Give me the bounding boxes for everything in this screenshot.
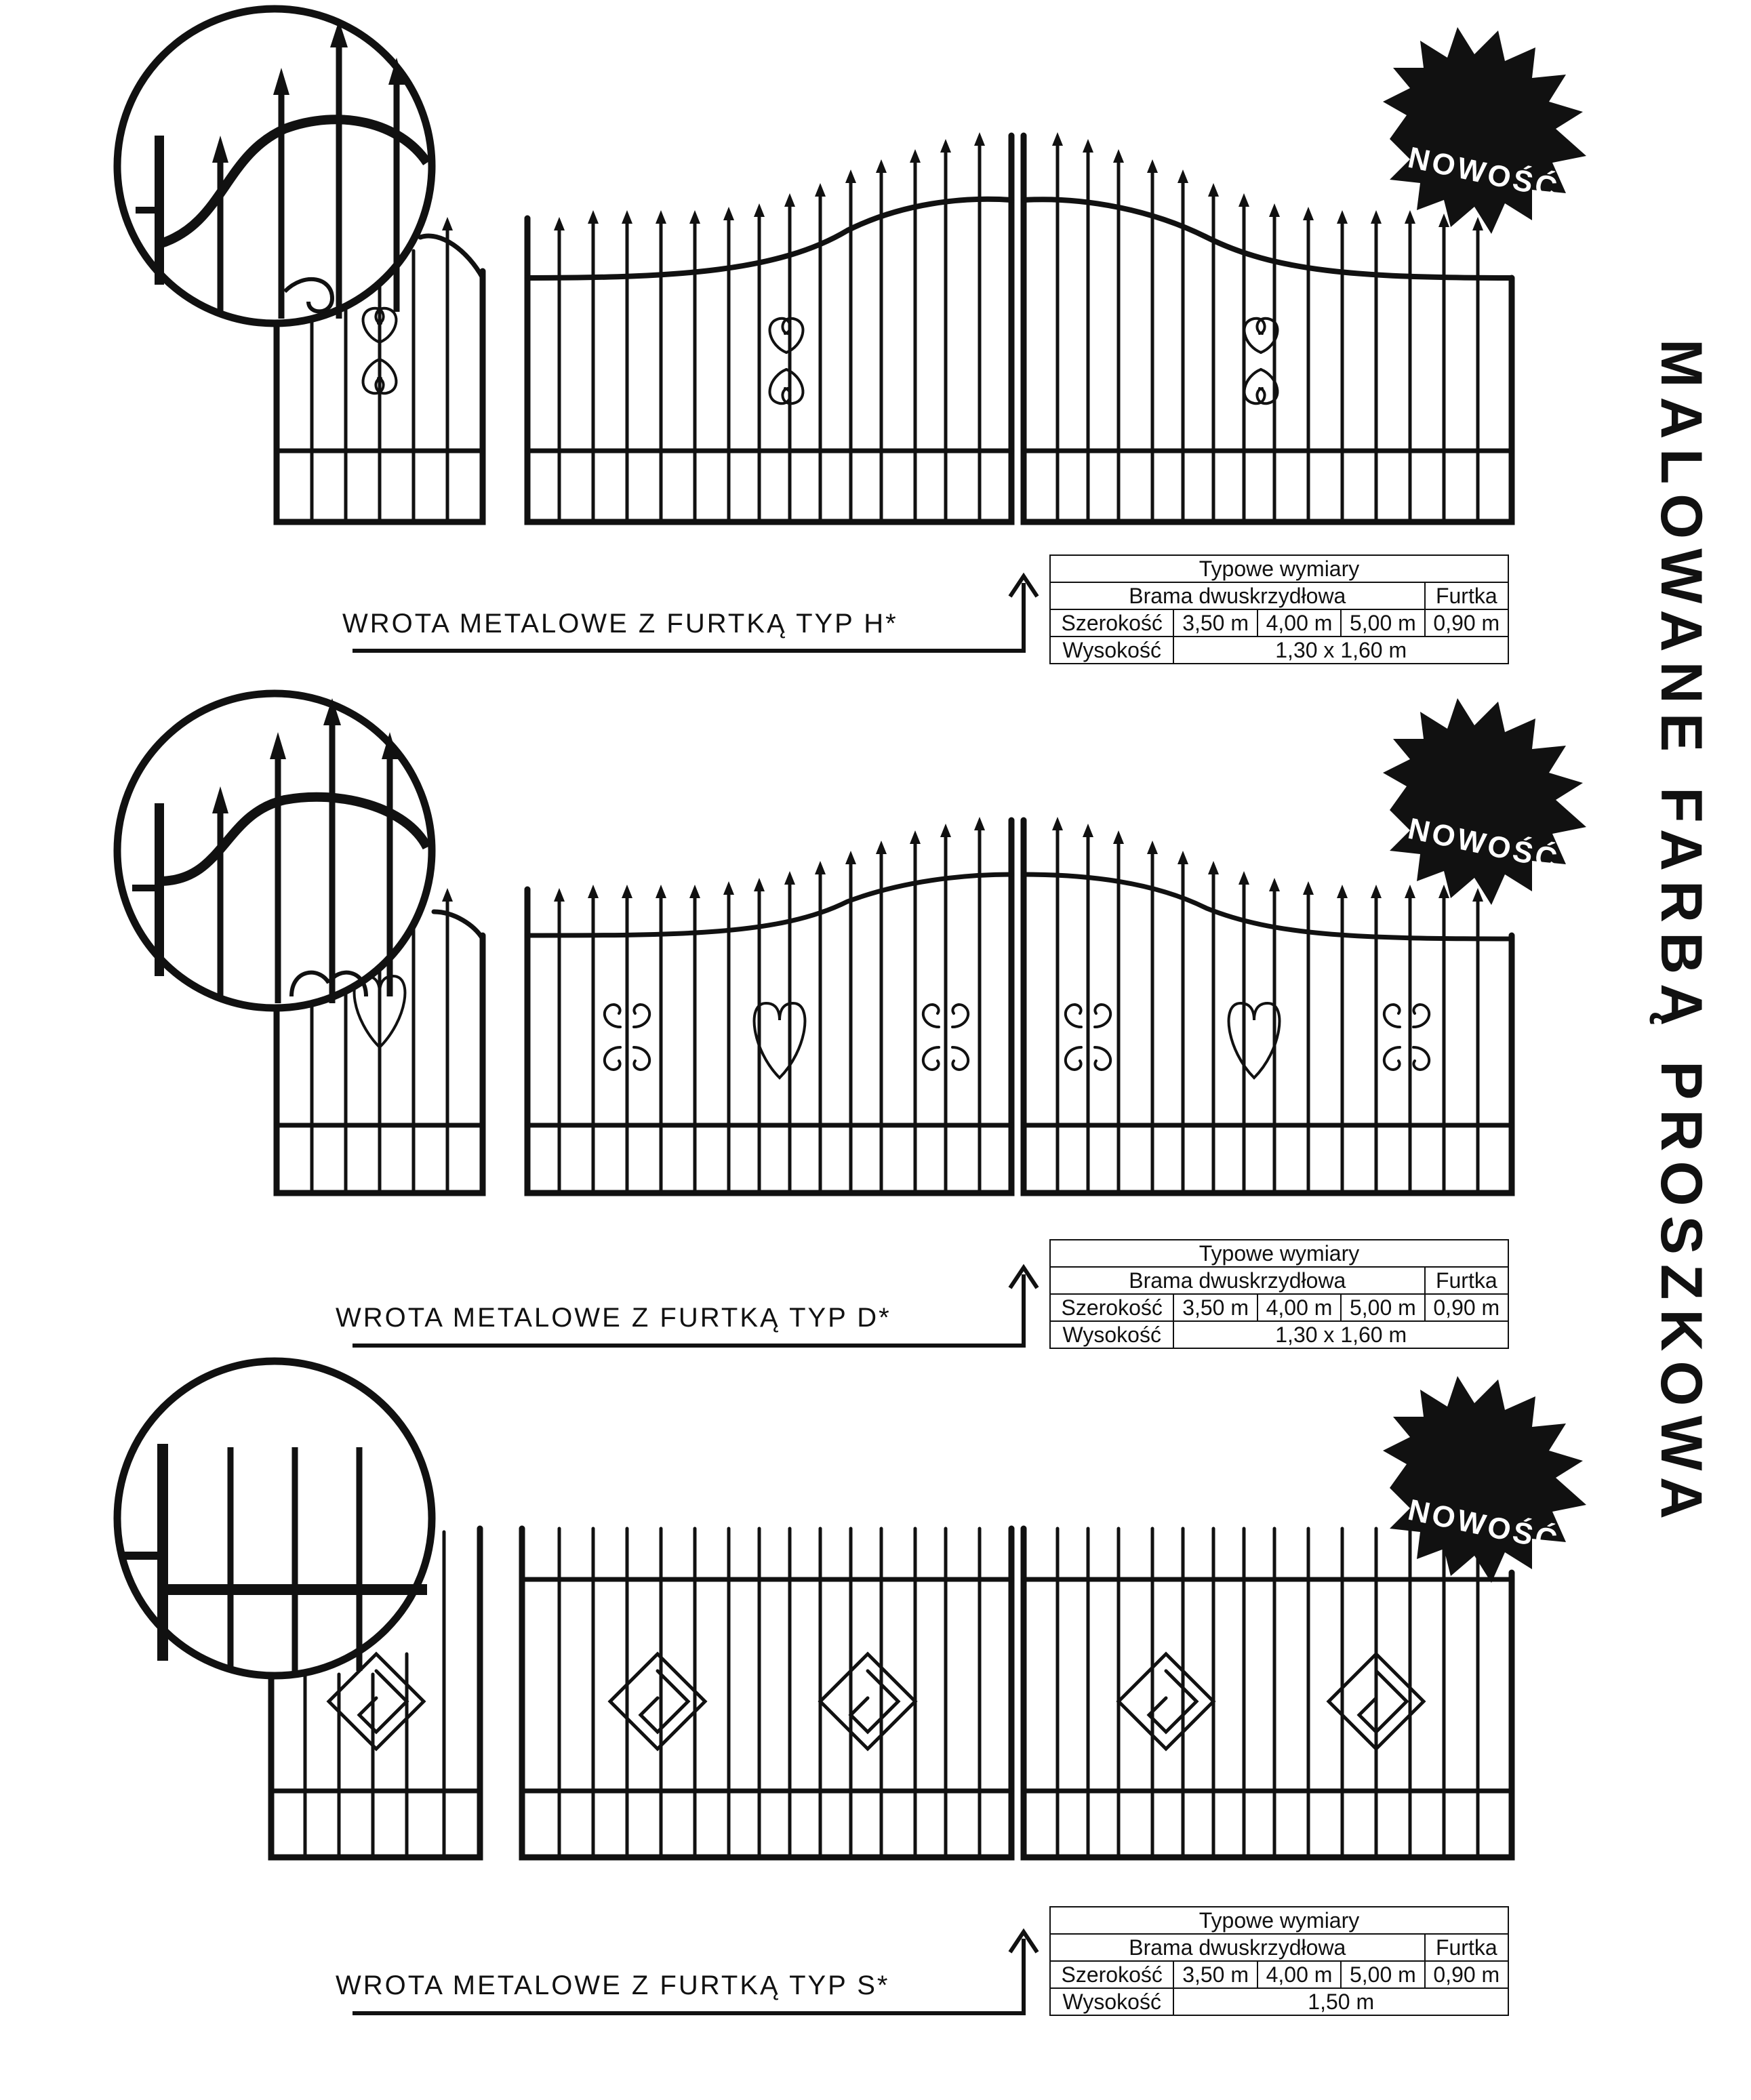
height-value: 1,50 m <box>1173 1988 1508 2015</box>
gate-header: Brama dwuskrzydłowa <box>1050 1267 1425 1294</box>
heart-ornament <box>355 976 1280 1078</box>
width-label: Szerokość <box>1050 1961 1173 1988</box>
svg-text:NOWOŚĆ: NOWOŚĆ <box>1405 1493 1563 1558</box>
dimensions-table <box>1049 1906 1509 2016</box>
diamond-ornament <box>329 1654 1424 1749</box>
detail-zoom-circle <box>117 693 432 1008</box>
product-caption: WROTA METALOWE Z FURTKĄ TYP H* <box>342 609 898 639</box>
height-label: Wysokość <box>1050 637 1173 664</box>
svg-text:NOWOŚĆ: NOWOŚĆ <box>1405 140 1563 205</box>
table-title: Typowe wymiary <box>1050 1907 1508 1934</box>
nowosc-badge <box>1383 27 1586 234</box>
width-value: 4,00 m <box>1257 1294 1341 1321</box>
product-caption: WROTA METALOWE Z FURTKĄ TYP D* <box>336 1303 891 1333</box>
gate-header: Brama dwuskrzydłowa <box>1050 1934 1425 1961</box>
width-value: 3,50 m <box>1173 1961 1257 1988</box>
width-value: 5,00 m <box>1341 1294 1424 1321</box>
height-value: 1,30 x 1,60 m <box>1173 637 1508 664</box>
product-caption: WROTA METALOWE Z FURTKĄ TYP S* <box>336 1971 890 2000</box>
width-value: 3,50 m <box>1173 1294 1257 1321</box>
gate-header: Brama dwuskrzydłowa <box>1050 582 1425 609</box>
width-value: 3,50 m <box>1173 609 1257 637</box>
wicket-width: 0,90 m <box>1425 609 1508 637</box>
width-value: 5,00 m <box>1341 1961 1424 1988</box>
table-title: Typowe wymiary <box>1050 1240 1508 1267</box>
detail-zoom-circle <box>117 1361 432 1676</box>
height-label: Wysokość <box>1050 1321 1173 1348</box>
table-title: Typowe wymiary <box>1050 555 1508 582</box>
wicket-header: Furtka <box>1425 582 1508 609</box>
height-label: Wysokość <box>1050 1988 1173 2015</box>
wicket-header: Furtka <box>1425 1267 1508 1294</box>
width-label: Szerokość <box>1050 1294 1173 1321</box>
wicket-header: Furtka <box>1425 1934 1508 1961</box>
svg-text:NOWOŚĆ: NOWOŚĆ <box>1405 811 1563 876</box>
nowosc-badge <box>1383 698 1586 905</box>
dimensions-table <box>1049 1239 1509 1349</box>
detail-zoom-circle <box>117 9 432 323</box>
width-label: Szerokość <box>1050 609 1173 637</box>
dimensions-table <box>1049 554 1509 664</box>
height-value: 1,30 x 1,60 m <box>1173 1321 1508 1348</box>
wicket-width: 0,90 m <box>1425 1294 1508 1321</box>
width-value: 4,00 m <box>1257 609 1341 637</box>
nowosc-badge <box>1383 1376 1586 1583</box>
side-title: MALOWANE FARBĄ PROSZKOWA <box>1649 339 1714 1529</box>
wicket-width: 0,90 m <box>1425 1961 1508 1988</box>
width-value: 4,00 m <box>1257 1961 1341 1988</box>
width-value: 5,00 m <box>1341 609 1424 637</box>
